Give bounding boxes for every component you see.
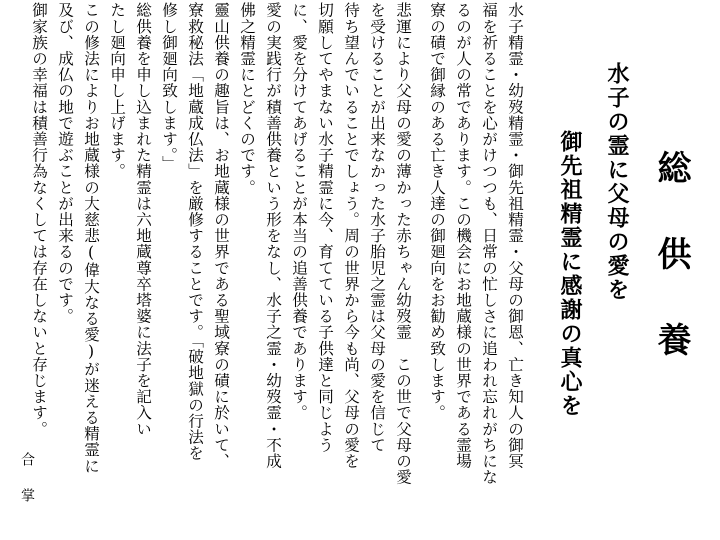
page-title: 総供養 [651,150,691,408]
body-line: 待ち望んでいることでしょう。周の世界から今も尚、父母の愛を [342,2,360,469]
body-line: 総供養を申し込まれた精霊は六地蔵尊卒塔婆に法子を記入い [134,2,152,437]
body-line: 水子精霊・幼歿精霊・御先祖精霊・父母の御恩、亡き知人の御冥 [506,2,524,469]
body-line: 靈山供養の趣旨は、お地蔵様の世界である聖域寮の磧に於いて、 [212,2,230,469]
body-line: 悲運により父母の愛の薄かった赤ちゃん幼歿霊 この世で父母の愛 [394,2,412,485]
body-line: に、愛を分けてあげることが本当の追善供養であります。 [290,2,308,421]
body-line: 寮の磧で御縁のある亡き人達の御廻向をお勧め致します。 [428,2,446,421]
body-line: 福を祈ることを心がけつつも、日常の忙しさに追われ忘れがちにな [480,2,498,485]
body-line: 寮救秘法「地蔵成仏法」を厳修することです。「破地獄の行法を [186,2,204,462]
body-line: るのが人の常であります。この機会にお地蔵様の世界である霊場 [454,2,472,469]
body-line: 及び、成仏の地で遊ぶことが出来るのです。 [56,2,74,324]
body-line: を受けることが出来なかった水子胎児之霊は父母の愛を信じて [368,2,386,453]
body-line: 佛之精霊にとどくのです。 [238,2,256,196]
body-line: たし廻向申し上げます。 [108,2,126,180]
body-line: 愛の実践行が積善供養という形をなし、水子之霊・幼歿霊・不成 [264,2,282,469]
body-line: この修法によりお地蔵様の大慈悲(偉大なる愛)が迷える精霊に [82,2,100,474]
subtitle-line: 御先祖精霊に感謝の真心を [557,130,583,418]
closing-gassho: 合掌 [19,452,35,524]
body-line: 修し御廻向致します。」 [160,2,178,172]
body-line: 御家族の幸福は積善行為なくしては存在しないと存じます。 [30,2,48,437]
body-line: 切願してやまない水子精霊に今、育てている子供達と同じよう [316,2,334,453]
subtitle-line: 水子の霊に父母の愛を [604,62,630,302]
